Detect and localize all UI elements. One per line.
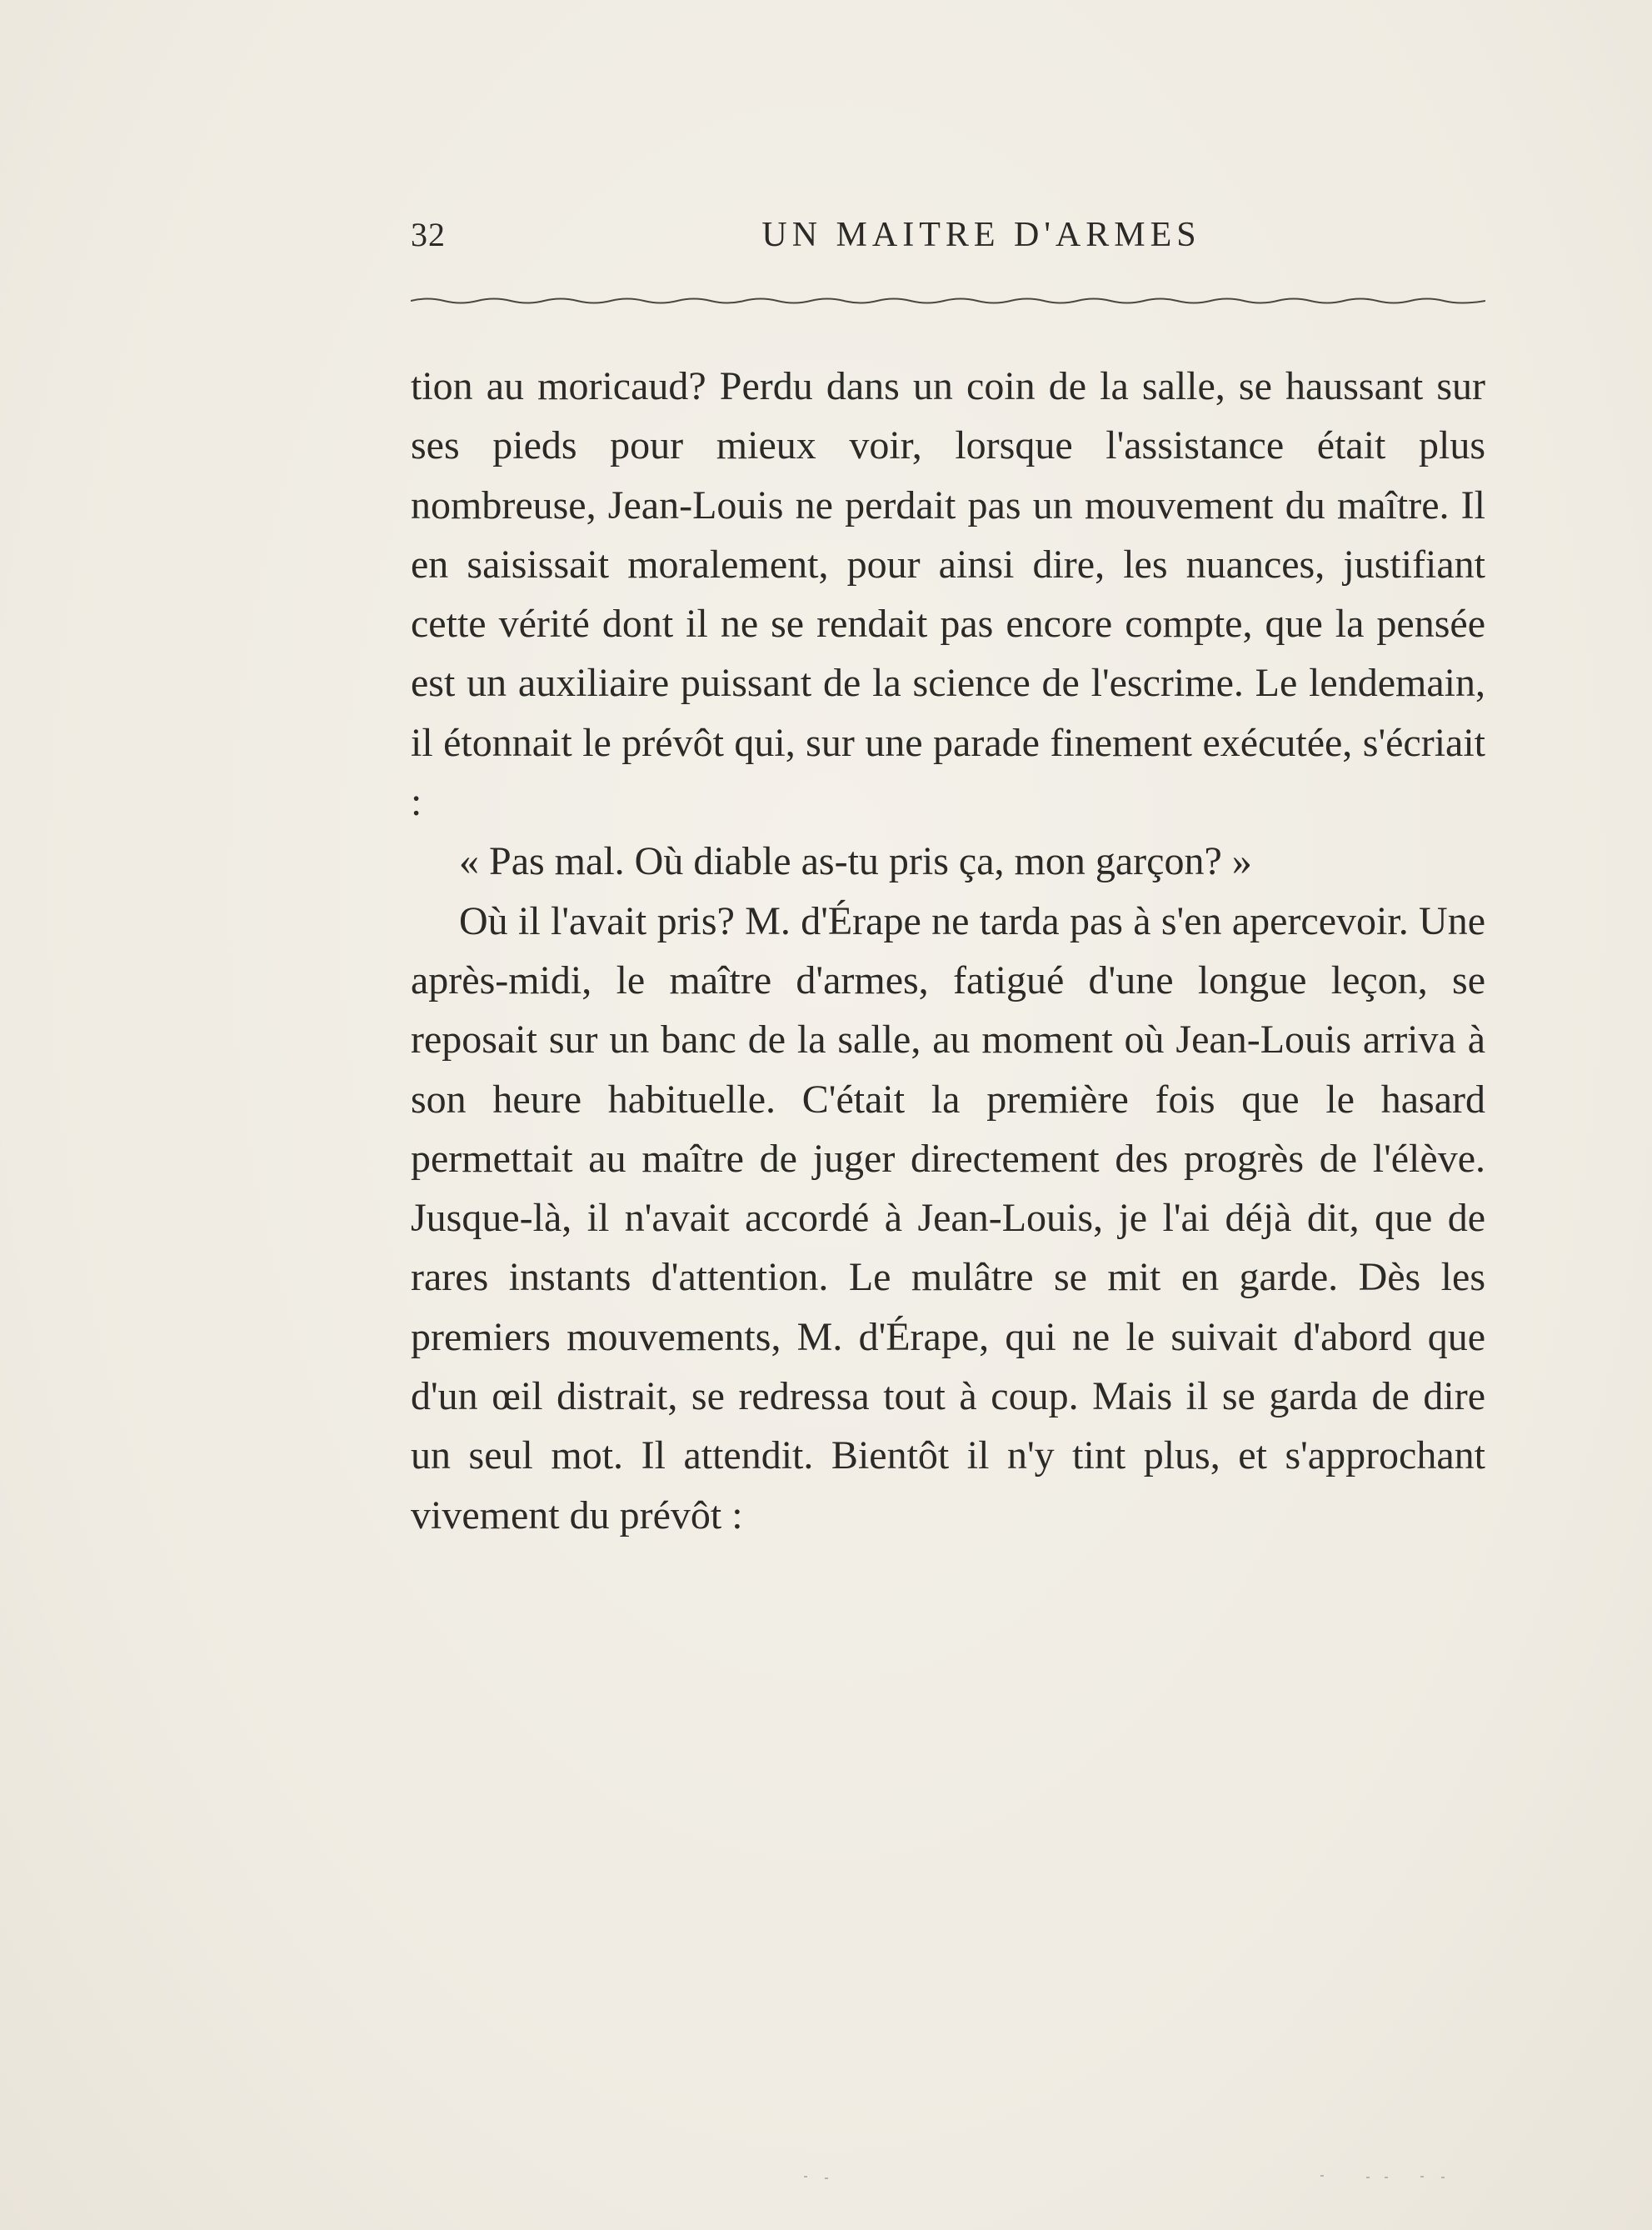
paper-speck <box>1441 2177 1445 2178</box>
ornamental-rule <box>411 293 1485 307</box>
running-title: UN MAITRE D'ARMES <box>761 216 1201 254</box>
paper-speck <box>804 2176 807 2178</box>
paragraph: « Pas mal. Où diable as-tu pris ça, mon garçon? » <box>459 839 1252 884</box>
paragraph: tion au moricaud? Perdu dans un coin de la salle, se haussant sur ses pieds pour mieux voir, lorsque l'assistance était plus nombreuse, Jean-Louis ne perdait pas un mouvement du maître. Il en saisissait moralement, pour ainsi dire, les nuances, justifiant cette vérité dont il ne se rendait pas encore compte, que la pensée est un auxiliaire puissant de la science de l'escrime. Le lendemain, il étonnait le prévôt qui, sur une parade finement exécutée, s'écriait : <box>411 364 1485 825</box>
paper-speck <box>1420 2176 1424 2178</box>
page-number: 32 <box>411 216 446 253</box>
body-text <box>411 357 1485 1545</box>
paper-speck <box>1320 2175 1324 2177</box>
paper-speck <box>1366 2177 1370 2178</box>
paper-speck <box>825 2178 828 2179</box>
running-head <box>411 215 1485 273</box>
paragraph: Où il l'avait pris? M. d'Érape ne tarda pas à s'en apercevoir. Une après-midi, le maître d'armes, fatigué d'une longue leçon, se reposait sur un banc de la salle, au moment où Jean-Louis arriva à son heure habituelle. C'était la première fois que le hasard permettait au maître de juger directement des progrès de l'élève. Jusque-là, il n'avait accordé à Jean-Louis, je l'ai déjà dit, que de rares instants d'attention. Le mulâtre se mit en garde. Dès les premiers mouvements, M. d'Érape, qui ne le suivait d'abord que d'un œil distrait, se redressa tout à coup. Mais il se garda de dire un seul mot. Il attendit. Bientôt il n'y tint plus, et s'approchant vivement du prévôt : <box>411 898 1485 1538</box>
paper-speck <box>1385 2177 1388 2178</box>
